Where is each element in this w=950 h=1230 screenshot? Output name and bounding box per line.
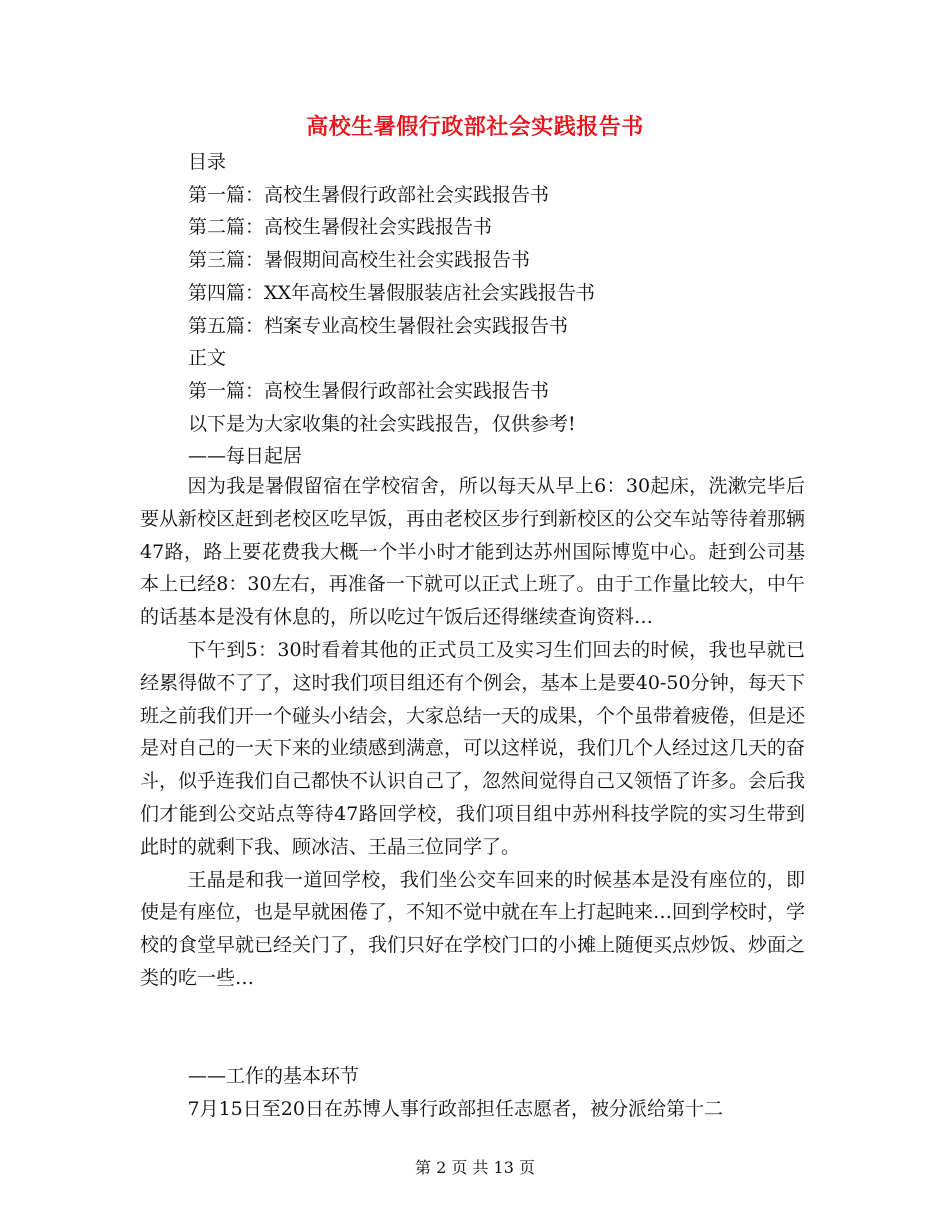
paragraph: 因为我是暑假留宿在学校宿舍，所以每天从早上6：30起床，洗漱完毕后要从新校区赶到老校区吃早饭，再由老校区步行到新校区的公交车站等待着那辆47路，路上要花费我大概一个半小时才能到达苏州国际博览中心。赶到公司基本上已经8：30左右，再准备一下就可以正式上班了。由于工作量比较大，中午的话基本是没有休息的，所以吃过午饭后还得继续查询资料… <box>140 475 806 629</box>
chapter-title: 第一篇：高校生暑假行政部社会实践报告书 <box>188 379 550 402</box>
toc-heading: 目录 <box>188 151 227 173</box>
toc-item: 第五篇：档案专业高校生暑假社会实践报告书 <box>188 314 569 337</box>
toc-item: 第二篇：高校生暑假社会实践报告书 <box>188 216 493 239</box>
section-heading-daily-life: ——每日起居 <box>188 445 303 468</box>
toc-item: 第一篇：高校生暑假行政部社会实践报告书 <box>188 183 550 206</box>
body-paragraphs-continued <box>140 1093 805 1126</box>
toc-item: 第四篇：XX年高校生暑假服装店社会实践报告书 <box>188 281 596 304</box>
body-heading: 正文 <box>188 347 227 370</box>
page-footer: 第 2 页 共 13 页 <box>415 1158 535 1177</box>
document-title: 高校生暑假行政部社会实践报告书 <box>306 114 644 140</box>
body-paragraphs <box>140 470 805 995</box>
paragraph: 王晶是和我一道回学校，我们坐公交车回来的时候基本是没有座位的，即使是有座位，也是早就困倦了，不知不觉中就在车上打起盹来…回到学校时，学校的食堂早就已经关门了，我们只好在学校门口的小摊上随便买点炒饭、炒面之类的吃一些… <box>140 868 806 989</box>
intro-line: 以下是为大家收集的社会实践报告，仅供参考! <box>188 412 576 435</box>
table-of-contents <box>188 146 828 473</box>
paragraph: 7月15日至20日在苏博人事行政部担任志愿者，被分派给第十二 <box>187 1098 723 1120</box>
toc-item: 第三篇：暑假期间高校生社会实践报告书 <box>188 249 531 272</box>
paragraph: 下午到5：30时看着其他的正式员工及实习生们回去的时候，我也早就已经累得做不了了，这时我们项目组还有个例会，基本上是要40-50分钟，每天下班之前我们开一个碰头小结会，大家总结一天的成果，个个虽带着疲倦，但是还是对自己的一天下来的业绩感到满意，可以这样说，我们几个人经过这几天的奋斗，似乎连我们自己都快不认识自己了，忽然间觉得自己又领悟了许多。会后我们才能到公交站点等待47路回学校，我们项目组中苏州科技学院的实习生带到此时的就剩下我、顾冰洁、王晶三位同学了。 <box>140 638 806 858</box>
section-heading-work-steps: ——工作的基本环节 <box>188 1065 360 1087</box>
